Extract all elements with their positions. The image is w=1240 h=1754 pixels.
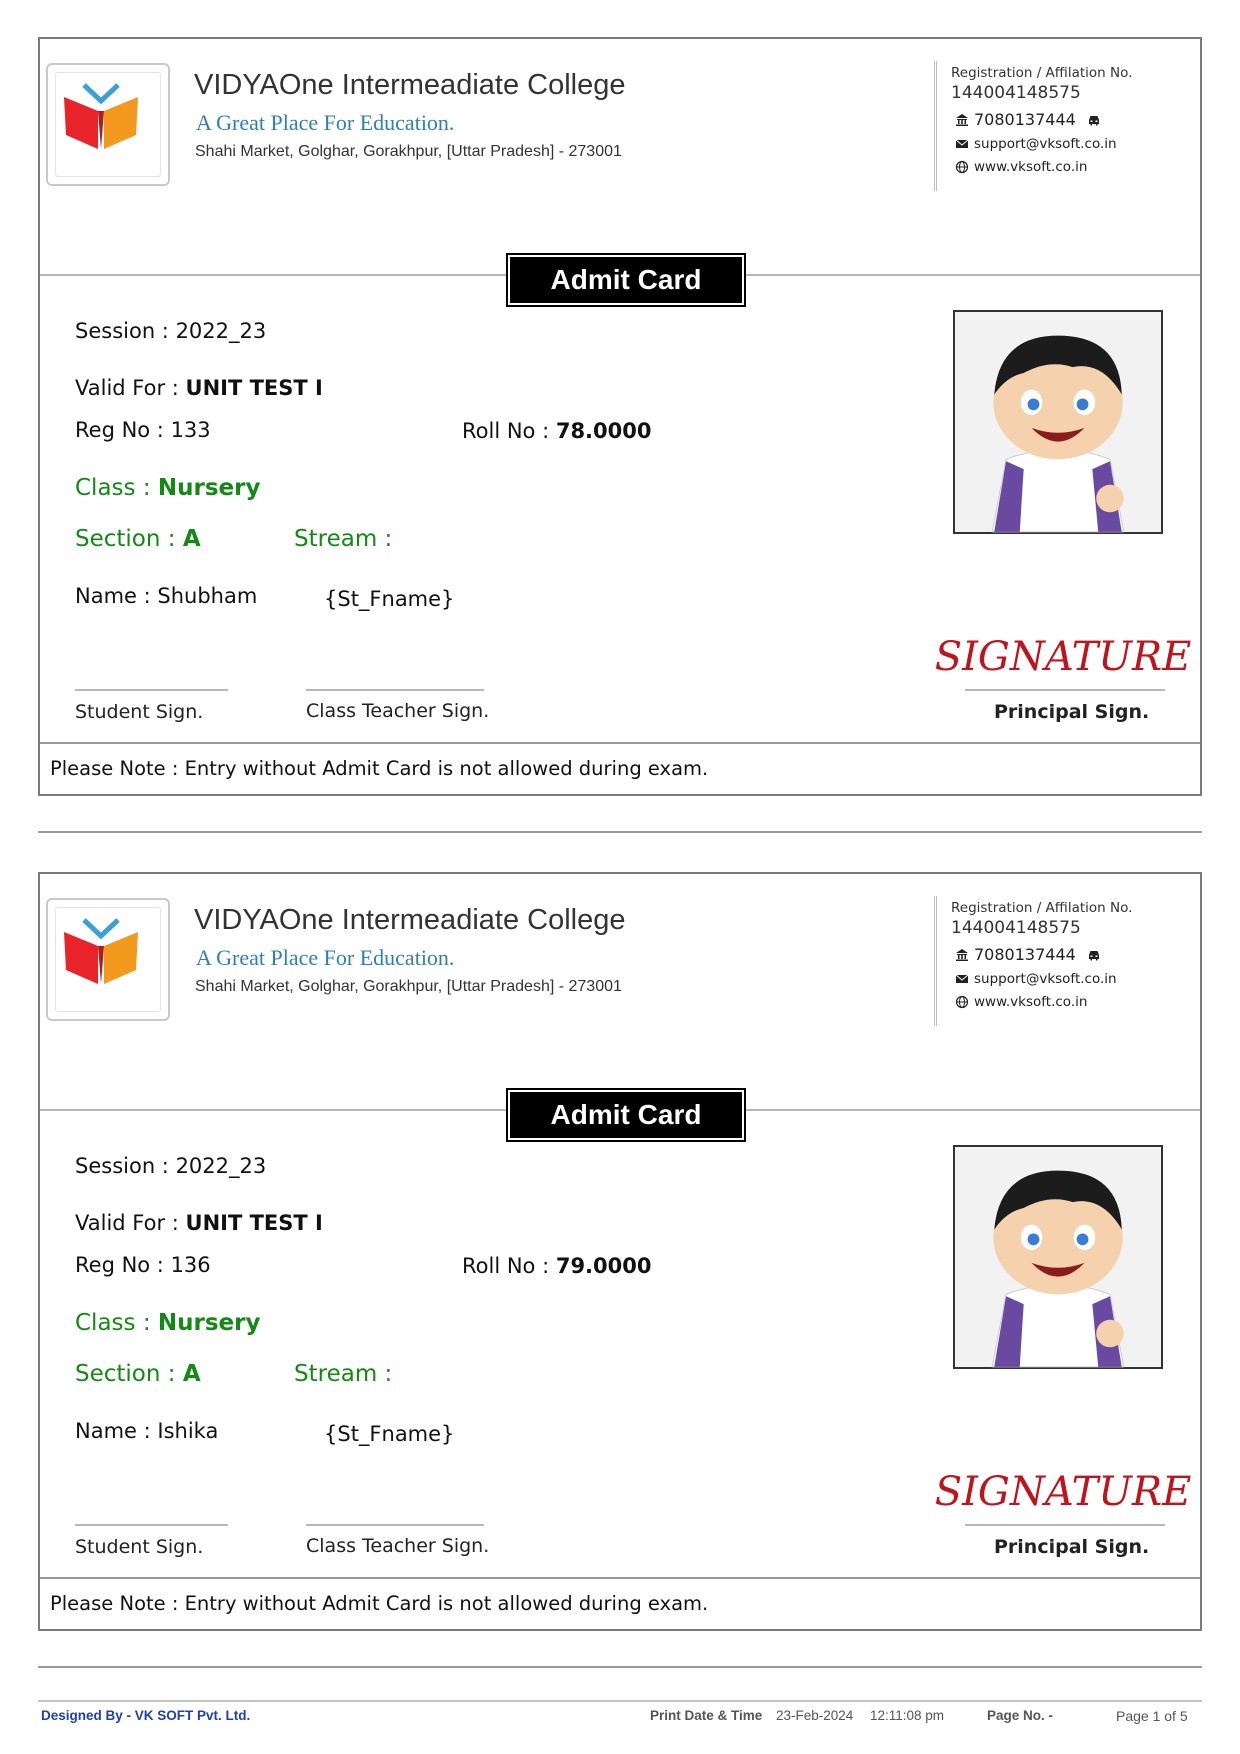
admit-card-title-box [506,253,746,307]
school-address: Shahi Market, Golghar, Gorakhpur, [Uttar Pradesh] - 273001 [195,978,622,995]
website-row [955,994,1087,1010]
name-field: Name : Shubham [75,584,258,608]
admit-card-1 [38,37,1202,796]
phone-row [955,945,1076,964]
student-sign-line [75,689,228,691]
teacher-sign-label: Class Teacher Sign. [306,1535,490,1557]
admit-card-2 [38,872,1202,1631]
school-address: Shahi Market, Golghar, Gorakhpur, [Uttar Pradesh] - 273001 [195,143,622,160]
mail-icon [955,972,969,986]
section-value: A [182,1361,201,1387]
signature-art: SIGNATURE [934,634,1192,680]
section-field: Section : A [75,526,201,552]
registration-number: 144004148575 [951,83,1081,103]
phone-row [955,110,1076,129]
school-name: VIDYAOne Intermeadiate College [194,904,626,936]
section-value: A [182,526,201,552]
bank-icon [955,948,969,962]
session-field: Session : 2022_23 [75,1154,267,1178]
principal-sign-line [965,689,1165,691]
book-logo-icon [60,83,142,151]
session-value: 2022_23 [175,319,267,343]
school-logo [46,63,170,186]
contact-block [934,896,1194,1026]
valid-for-field: Valid For : UNIT TEST I [75,1211,323,1235]
mail-icon [955,137,969,151]
website-url: www.vksoft.co.in [974,994,1088,1010]
teacher-sign-line [306,1524,484,1526]
globe-icon [955,160,969,174]
class-field: Class : Nursery [75,475,261,501]
bank-icon [955,113,969,127]
email-row [955,136,1117,152]
car-icon [1087,113,1101,127]
admit-card-title: Admit Card [510,257,742,303]
valid-for-value: UNIT TEST I [185,1211,323,1235]
note-divider [40,742,1200,744]
print-date: 23-Feb-2024 [776,1708,854,1723]
admit-card-title: Admit Card [510,1092,742,1138]
fname-placeholder: {St_Fname} [324,587,455,611]
student-sign-line [75,1524,228,1526]
session-field: Session : 2022_23 [75,319,267,343]
signature-art: SIGNATURE [934,1469,1192,1515]
name-value: Shubham [157,584,258,608]
principal-sign-label: Principal Sign. [994,701,1150,723]
name-field: Name : Ishika [75,1419,219,1443]
reg-no-field: Reg No : 133 [75,418,211,442]
section-field: Section : A [75,1361,201,1387]
email-address: support@vksoft.co.in [974,136,1117,152]
card-separator [38,831,1202,833]
stream-field: Stream : [294,1361,393,1387]
designed-by-link[interactable]: Designed By - VK SOFT Pvt. Ltd. [41,1708,251,1723]
reg-no-field: Reg No : 136 [75,1253,211,1277]
roll-no-field: Roll No : 78.0000 [462,419,652,443]
class-field: Class : Nursery [75,1310,261,1336]
print-date-label: Print Date & Time [650,1708,763,1723]
student-sign-label: Student Sign. [75,1536,204,1558]
student-photo [953,310,1163,534]
principal-sign-line [965,1524,1165,1526]
student-photo [953,1145,1163,1369]
admit-card-title-box [506,1088,746,1142]
roll-no-value: 79.0000 [555,1254,652,1278]
name-value: Ishika [157,1419,219,1443]
fname-placeholder: {St_Fname} [324,1422,455,1446]
exam-note: Please Note : Entry without Admit Card is not allowed during exam. [50,1592,709,1615]
phone-number: 7080137444 [974,110,1076,129]
principal-signature [934,1461,1192,1521]
student-sign-label: Student Sign. [75,701,204,723]
card-separator [38,1666,1202,1668]
email-address: support@vksoft.co.in [974,971,1117,987]
teacher-sign-label: Class Teacher Sign. [306,700,490,722]
class-value: Nursery [157,475,261,501]
roll-no-value: 78.0000 [555,419,652,443]
reg-no-value: 133 [170,418,211,442]
page-no-label: Page No. - [987,1708,1054,1723]
valid-for-value: UNIT TEST I [185,376,323,400]
exam-note: Please Note : Entry without Admit Card is not allowed during exam. [50,757,709,780]
school-tagline: A Great Place For Education. [196,945,455,970]
phone-number: 7080137444 [974,945,1076,964]
school-name: VIDYAOne Intermeadiate College [194,69,626,101]
website-row [955,159,1087,175]
session-value: 2022_23 [175,1154,267,1178]
school-logo [46,898,170,1021]
car-icon [1087,948,1101,962]
teacher-sign-line [306,689,484,691]
stream-field: Stream : [294,526,393,552]
principal-sign-label: Principal Sign. [994,1536,1150,1558]
student-avatar-icon [955,1147,1161,1367]
note-divider [40,1577,1200,1579]
registration-label: Registration / Affilation No. [951,900,1133,916]
principal-signature [934,626,1192,686]
page-number: Page 1 of 5 [1116,1708,1188,1724]
footer-divider [38,1700,1202,1702]
book-logo-icon [60,918,142,986]
registration-number: 144004148575 [951,918,1081,938]
school-tagline: A Great Place For Education. [196,110,455,135]
student-avatar-icon [955,312,1161,532]
print-time: 12:11:08 pm [870,1708,945,1723]
class-value: Nursery [157,1310,261,1336]
globe-icon [955,995,969,1009]
registration-label: Registration / Affilation No. [951,65,1133,81]
valid-for-field: Valid For : UNIT TEST I [75,376,323,400]
roll-no-field: Roll No : 79.0000 [462,1254,652,1278]
contact-block [934,61,1194,191]
reg-no-value: 136 [170,1253,211,1277]
email-row [955,971,1117,987]
website-url: www.vksoft.co.in [974,159,1088,175]
